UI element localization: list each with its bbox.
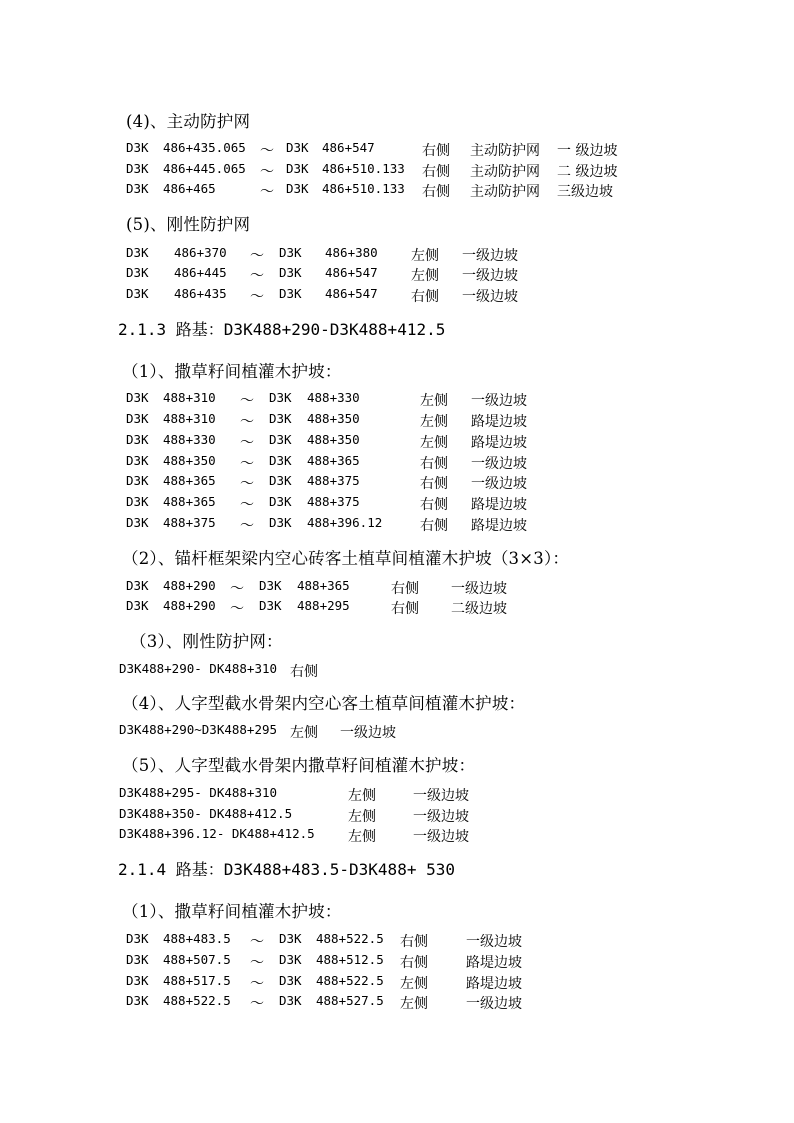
cell: 一级边坡 [471,456,527,472]
cell: D3K [126,453,149,468]
cell: 486+547 [322,140,375,155]
section-heading: （5）、人字型截水骨架内撒草籽间植灌木护坡： [122,756,476,775]
cell: 一级边坡 [462,248,518,264]
cell: ～ [240,476,254,492]
cell: 一级边坡 [471,393,527,409]
cell: 主动防护网 [470,143,540,159]
cell: 右侧 [391,601,419,617]
cell: 488+295 [297,598,350,613]
cell: 左侧 [420,393,448,409]
cell: 右侧 [422,184,450,200]
cell: D3K [286,161,309,176]
cell: 主动防护网 [470,184,540,200]
cell: 右侧 [400,934,428,950]
cell: ～ [240,497,254,513]
cell: ～ [240,518,254,534]
cell: 左侧 [348,788,376,804]
cell: 路堤边坡 [466,955,522,971]
cell: D3K488+290- DK488+310 [119,661,278,676]
cell: 488+310 [163,411,216,426]
cell: 488+365 [297,578,350,593]
subsection-heading: 2.1.3 路基：D3K488+290-D3K488+412.5 [118,320,446,339]
cell: 488+310 [163,390,216,405]
cell: 488+522.5 [316,931,384,946]
cell: D3K [126,473,149,488]
cell: 右侧 [391,581,419,597]
cell: 488+396.12 [307,515,383,530]
cell: ～ [250,289,264,305]
cell: 一级边坡 [340,725,396,741]
cell: 一 级边坡 [557,143,618,159]
cell: 一级边坡 [462,289,518,305]
cell: 一级边坡 [451,581,507,597]
cell: 左侧 [290,725,318,741]
cell: D3K [269,390,292,405]
section-heading: (4)、主动防护网 [126,112,251,131]
cell: 一级边坡 [462,268,518,284]
section-heading: （1）、撒草籽间植灌木护坡： [122,362,342,381]
cell: D3K [279,245,302,260]
cell: D3K488+290~D3K488+295 [119,722,278,737]
cell: D3K [126,931,149,946]
cell: D3K [126,390,149,405]
cell: D3K [279,265,302,280]
cell: 一级边坡 [413,809,469,825]
cell: 一级边坡 [466,996,522,1012]
cell: 右侧 [422,143,450,159]
cell: 486+435 [174,286,227,301]
cell: D3K [269,494,292,509]
cell: D3K [269,411,292,426]
cell: 右侧 [420,456,448,472]
cell: D3K [126,161,149,176]
cell: D3K [126,494,149,509]
cell: 488+290 [163,598,216,613]
cell: 三级边坡 [557,184,613,200]
cell: 486+445.065 [163,161,246,176]
cell: ～ [260,164,274,180]
cell: 一级边坡 [413,829,469,845]
section-heading: （1）、撒草籽间植灌木护坡： [122,902,342,921]
cell: D3K [126,598,149,613]
cell: D3K [126,286,149,301]
cell: 488+365 [163,473,216,488]
cell: ～ [260,184,274,200]
cell: 路堤边坡 [471,435,527,451]
cell: D3K [259,598,282,613]
cell: D3K [126,245,149,260]
cell: 488+512.5 [316,952,384,967]
cell: 路堤边坡 [471,414,527,430]
cell: 路堤边坡 [471,497,527,513]
cell: 右侧 [420,518,448,534]
cell: D3K [279,931,302,946]
cell: 488+330 [307,390,360,405]
cell: D3K [126,411,149,426]
cell: D3K488+295- DK488+310 [119,785,278,800]
subsection-heading: 2.1.4 路基：D3K488+483.5-D3K488+ 530 [118,860,455,879]
cell: 左侧 [400,976,428,992]
cell: 488+350 [163,453,216,468]
cell: 488+375 [307,473,360,488]
cell: 一级边坡 [413,788,469,804]
cell: D3K488+396.12- DK488+412.5 [119,826,315,841]
section-heading: (5)、刚性防护网 [126,215,251,234]
cell: 主动防护网 [470,164,540,180]
cell: 左侧 [411,268,439,284]
cell: ～ [230,601,244,617]
cell: ～ [230,581,244,597]
cell: 左侧 [420,435,448,451]
cell: 右侧 [400,955,428,971]
cell: 一级边坡 [466,934,522,950]
cell: D3K [126,515,149,530]
cell: ～ [260,143,274,159]
cell: D3K [279,993,302,1008]
cell: D3K [269,515,292,530]
section-heading: （3）、刚性防护网： [130,632,283,651]
cell: 488+350 [307,432,360,447]
section-heading: （2）、锚杆框架梁内空心砖客土植草间植灌木护坡（3×3）： [122,549,570,568]
cell: D3K [279,952,302,967]
cell: ～ [240,393,254,409]
cell: 488+330 [163,432,216,447]
cell: ～ [240,414,254,430]
cell: 右侧 [420,476,448,492]
cell: 488+517.5 [163,973,231,988]
cell: ～ [250,248,264,264]
cell: 488+365 [163,494,216,509]
cell: 右侧 [420,497,448,513]
cell: 486+435.065 [163,140,246,155]
cell: ～ [240,435,254,451]
cell: D3K488+350- DK488+412.5 [119,806,293,821]
cell: 左侧 [400,996,428,1012]
cell: D3K [126,181,149,196]
cell: 486+465 [163,181,216,196]
cell: 路堤边坡 [471,518,527,534]
cell: 左侧 [411,248,439,264]
cell: D3K [259,578,282,593]
cell: 一级边坡 [471,476,527,492]
cell: 488+527.5 [316,993,384,1008]
cell: 488+375 [163,515,216,530]
cell: 左侧 [348,829,376,845]
cell: D3K [126,973,149,988]
cell: D3K [126,578,149,593]
cell: 右侧 [290,664,318,680]
cell: 488+365 [307,453,360,468]
cell: ～ [240,456,254,472]
cell: 486+445 [174,265,227,280]
cell: 486+547 [325,286,378,301]
cell: D3K [126,993,149,1008]
cell: D3K [126,265,149,280]
cell: D3K [269,432,292,447]
cell: 486+510.133 [322,161,405,176]
cell: D3K [286,181,309,196]
cell: 左侧 [420,414,448,430]
cell: 488+483.5 [163,931,231,946]
cell: ～ [250,976,264,992]
cell: 左侧 [348,809,376,825]
cell: 486+547 [325,265,378,280]
cell: 488+375 [307,494,360,509]
cell: D3K [269,473,292,488]
cell: D3K [126,952,149,967]
section-heading: （4）、人字型截水骨架内空心客土植草间植灌木护坡： [122,694,526,713]
cell: 486+510.133 [322,181,405,196]
cell: 二级边坡 [451,601,507,617]
cell: 右侧 [422,164,450,180]
cell: D3K [286,140,309,155]
cell: 路堤边坡 [466,976,522,992]
cell: 488+522.5 [316,973,384,988]
cell: 486+380 [325,245,378,260]
cell: 488+350 [307,411,360,426]
cell: ～ [250,268,264,284]
cell: D3K [126,432,149,447]
cell: D3K [279,973,302,988]
cell: 488+290 [163,578,216,593]
cell: D3K [269,453,292,468]
cell: 488+507.5 [163,952,231,967]
cell: ～ [250,934,264,950]
cell: 488+522.5 [163,993,231,1008]
cell: ～ [250,955,264,971]
cell: ～ [250,996,264,1012]
cell: D3K [126,140,149,155]
cell: 486+370 [174,245,227,260]
cell: 二 级边坡 [557,164,618,180]
cell: 右侧 [411,289,439,305]
cell: D3K [279,286,302,301]
